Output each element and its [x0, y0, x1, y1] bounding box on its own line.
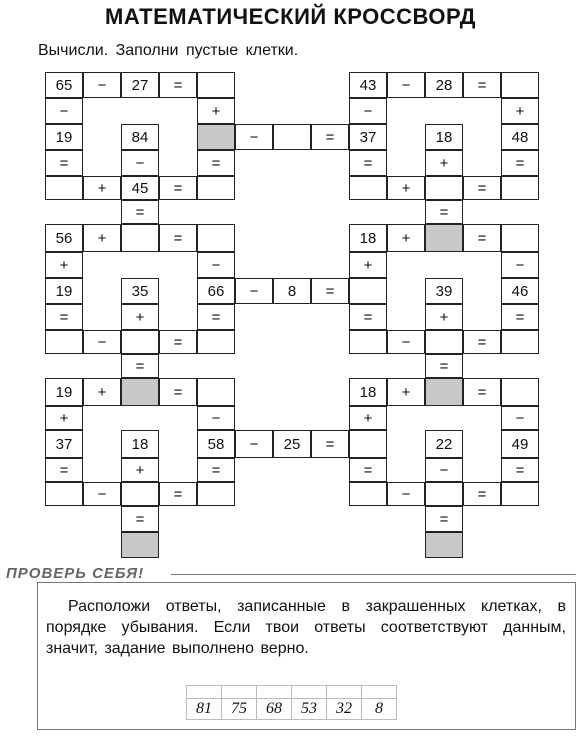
cell-empty[interactable]	[197, 330, 235, 354]
cell-operator: +	[197, 98, 235, 124]
answer-value: 8	[362, 699, 397, 720]
cell-empty[interactable]	[349, 278, 387, 304]
cell-number: 19	[45, 378, 83, 406]
page-title: МАТЕМАТИЧЕСКИЙ КРОССВОРД	[105, 4, 476, 29]
cell-empty[interactable]	[501, 378, 539, 406]
cell-operator: =	[159, 330, 197, 354]
divider	[171, 574, 576, 575]
cell-operator: +	[349, 406, 387, 430]
cell-operator: =	[463, 72, 501, 98]
cell-empty[interactable]	[45, 482, 83, 506]
cell-empty[interactable]	[349, 330, 387, 354]
cell-operator: =	[45, 150, 83, 176]
cell-empty[interactable]	[197, 72, 235, 98]
cell-operator: −	[425, 458, 463, 482]
cell-empty[interactable]	[501, 482, 539, 506]
cell-number: 28	[425, 72, 463, 98]
cell-operator: =	[159, 176, 197, 200]
cell-operator: =	[45, 304, 83, 330]
cell-empty[interactable]	[501, 330, 539, 354]
cell-empty[interactable]	[273, 124, 311, 150]
cell-empty[interactable]	[349, 176, 387, 200]
cell-operator: +	[83, 378, 121, 406]
cell-operator: =	[463, 176, 501, 200]
cell-shaded-answer[interactable]	[425, 378, 463, 406]
cell-operator: −	[121, 150, 159, 176]
cell-number: 27	[121, 72, 159, 98]
cell-empty[interactable]	[121, 224, 159, 252]
cell-operator: =	[311, 430, 349, 458]
cell-empty[interactable]	[501, 176, 539, 200]
cell-empty[interactable]	[425, 176, 463, 200]
cell-operator: +	[501, 98, 539, 124]
cell-number: 84	[121, 124, 159, 150]
cell-operator: =	[121, 200, 159, 224]
cell-number: 25	[273, 430, 311, 458]
cell-empty[interactable]	[121, 482, 159, 506]
cell-number: 18	[349, 378, 387, 406]
cell-operator: =	[501, 458, 539, 482]
cell-empty[interactable]	[197, 176, 235, 200]
cell-shaded-answer[interactable]	[121, 532, 159, 558]
cell-shaded-answer[interactable]	[197, 124, 235, 150]
cell-operator: −	[83, 330, 121, 354]
cell-operator: +	[83, 176, 121, 200]
cell-operator: −	[197, 406, 235, 430]
cell-operator: =	[501, 150, 539, 176]
cell-number: 45	[121, 176, 159, 200]
cell-operator: +	[121, 304, 159, 330]
cell-operator: +	[425, 150, 463, 176]
cell-number: 18	[349, 224, 387, 252]
cell-operator: =	[159, 482, 197, 506]
cell-empty[interactable]	[197, 378, 235, 406]
cell-number: 66	[197, 278, 235, 304]
answer-value: 75	[222, 699, 257, 720]
cell-operator: =	[159, 224, 197, 252]
cell-operator: =	[425, 506, 463, 532]
cell-number: 8	[273, 278, 311, 304]
cell-operator: =	[45, 458, 83, 482]
cell-operator: −	[235, 124, 273, 150]
cell-operator: =	[311, 124, 349, 150]
cell-number: 35	[121, 278, 159, 304]
cell-number: 18	[425, 124, 463, 150]
cell-operator: =	[463, 224, 501, 252]
check-heading: ПРОВЕРЬ СЕБЯ!	[6, 565, 145, 582]
cell-empty[interactable]	[501, 224, 539, 252]
cell-number: 58	[197, 430, 235, 458]
cell-number: 22	[425, 430, 463, 458]
cell-operator: −	[235, 278, 273, 304]
cell-number: 46	[501, 278, 539, 304]
cell-operator: =	[197, 304, 235, 330]
cell-operator: +	[387, 378, 425, 406]
answers-table	[186, 685, 397, 720]
cell-operator: =	[425, 200, 463, 224]
cell-operator: −	[235, 430, 273, 458]
cell-operator: =	[159, 378, 197, 406]
cell-operator: −	[387, 330, 425, 354]
cell-operator: −	[501, 406, 539, 430]
cell-operator: −	[387, 482, 425, 506]
cell-operator: =	[349, 304, 387, 330]
cell-operator: +	[83, 224, 121, 252]
cell-empty[interactable]	[197, 224, 235, 252]
cell-operator: +	[121, 458, 159, 482]
cell-operator: =	[349, 150, 387, 176]
cell-operator: =	[501, 304, 539, 330]
cell-number: 18	[121, 430, 159, 458]
answer-value: 53	[292, 699, 327, 720]
cell-number: 43	[349, 72, 387, 98]
cell-empty[interactable]	[45, 330, 83, 354]
cell-operator: +	[387, 176, 425, 200]
cell-number: 37	[45, 430, 83, 458]
cell-operator: −	[83, 72, 121, 98]
cell-operator: −	[501, 252, 539, 278]
cell-operator: =	[463, 330, 501, 354]
check-text: Расположи ответы, записанные в закрашенных клетках, в порядке убывания. Если твои ответы соответствуют данным, значит, задание выполнено верно.	[46, 598, 566, 657]
instruction: Вычисли. Заполни пустые клетки.	[38, 42, 299, 59]
cell-empty[interactable]	[501, 72, 539, 98]
cell-empty[interactable]	[349, 430, 387, 458]
cell-operator: =	[425, 354, 463, 378]
cell-empty[interactable]	[121, 330, 159, 354]
answer-value: 32	[327, 699, 362, 720]
cell-number: 19	[45, 124, 83, 150]
cell-operator: −	[349, 98, 387, 124]
cell-operator: =	[463, 378, 501, 406]
cell-empty[interactable]	[197, 482, 235, 506]
cell-number: 37	[349, 124, 387, 150]
cell-shaded-answer[interactable]	[121, 378, 159, 406]
answer-value: 68	[257, 699, 292, 720]
cell-operator: =	[311, 278, 349, 304]
cell-empty[interactable]	[349, 482, 387, 506]
cell-operator: −	[83, 482, 121, 506]
cell-operator: =	[349, 458, 387, 482]
cell-number: 48	[501, 124, 539, 150]
cell-shaded-answer[interactable]	[425, 532, 463, 558]
cell-number: 65	[45, 72, 83, 98]
cell-number: 56	[45, 224, 83, 252]
cell-operator: =	[159, 72, 197, 98]
cell-operator: −	[197, 252, 235, 278]
cell-number: 49	[501, 430, 539, 458]
cell-operator: +	[425, 304, 463, 330]
cell-empty[interactable]	[425, 330, 463, 354]
cell-operator: =	[197, 458, 235, 482]
cell-operator: =	[197, 150, 235, 176]
cell-empty[interactable]	[425, 482, 463, 506]
cell-operator: +	[45, 406, 83, 430]
cell-operator: =	[121, 354, 159, 378]
cell-operator: +	[45, 252, 83, 278]
cell-number: 19	[45, 278, 83, 304]
cell-operator: =	[121, 506, 159, 532]
cell-number: 39	[425, 278, 463, 304]
cell-operator: −	[387, 72, 425, 98]
cell-empty[interactable]	[45, 176, 83, 200]
cell-operator: +	[349, 252, 387, 278]
cell-operator: +	[387, 224, 425, 252]
cell-operator: =	[463, 482, 501, 506]
answer-value: 81	[187, 699, 222, 720]
cell-operator: −	[45, 98, 83, 124]
cell-shaded-answer[interactable]	[425, 224, 463, 252]
